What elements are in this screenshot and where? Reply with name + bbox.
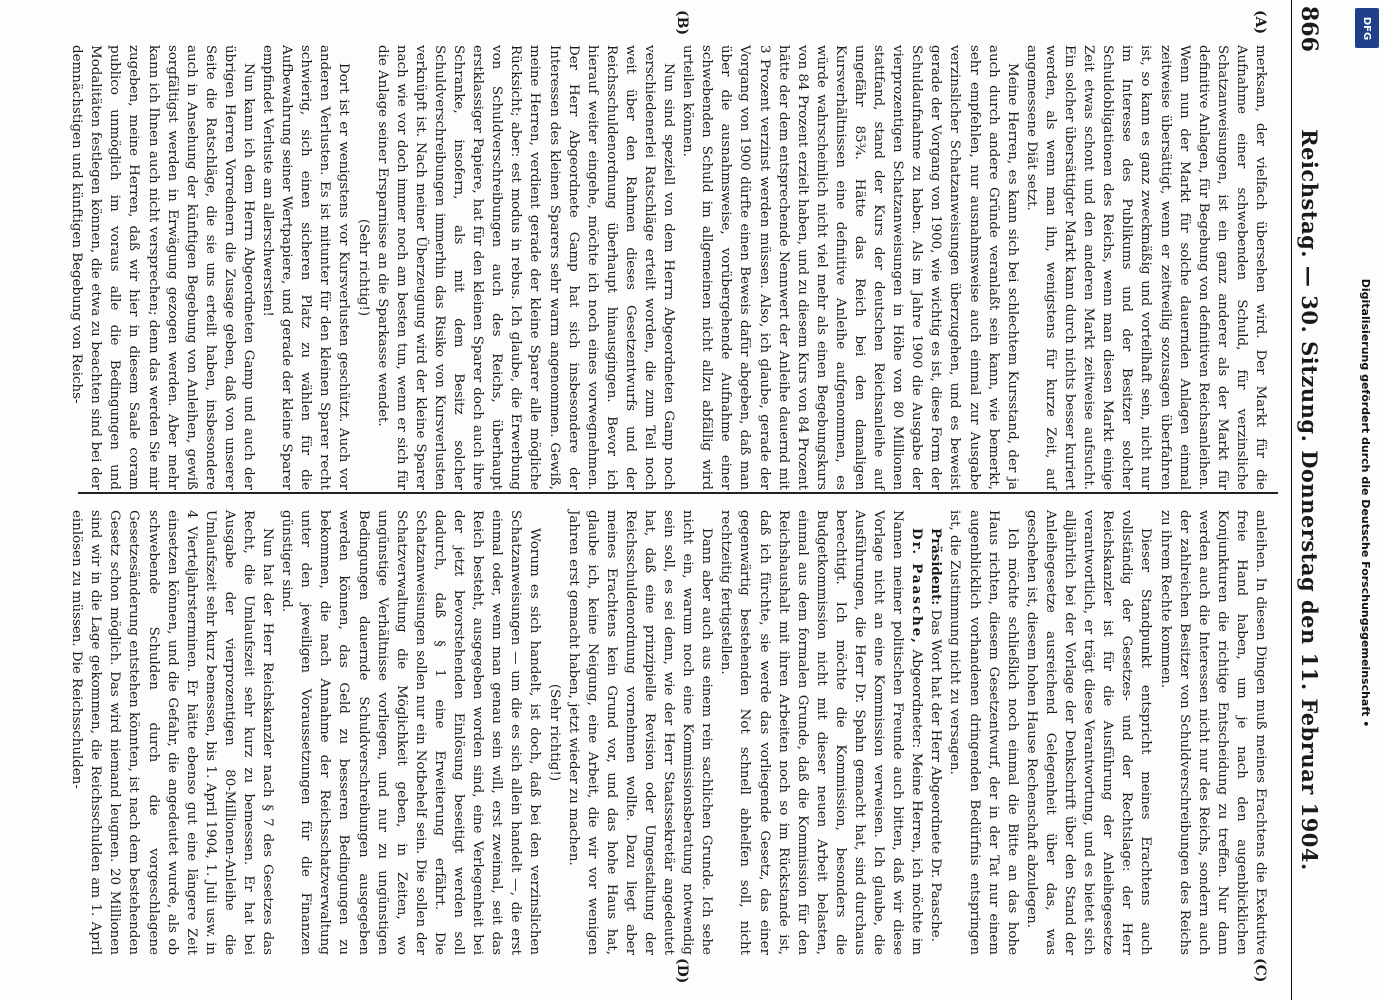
paragraph: Dieser Standpunkt entspricht meines Erachtens auch vollständig der Gesetzes- und der Rechtslage: der Herr Reichskanzler ist für die Ausführung der Anleihegesetze verantwortlich, er trägt diese Verantwortung, und es bietet sich alljährlich bei der Vorlage der Denkschrift über den Stand der Anleihegesetze ausreichend Gelegenheit über das, was geschehen ist, diesem hohen Hause Rechenschaft abzulegen.: [1023, 510, 1154, 955]
speaker-label: Dr. Paasche,: [909, 528, 926, 645]
paragraph: Nun sind speziell von dem Herrn Abgeordneten Gamp noch verschiedenerlei Ratschläge erteilt worden, die zum Teil noch weit über den Rahmen dieses Gesetzentwurfs und der Reichsschuldenordnung überhaupt hinausgingen. Bevor ich hierauf weiter eingehe, möchte ich noch eines vorwegnehmen. Der Herr Abgeordnete Gamp hat sich insbesondere der Interessen des kleinen Sparers sehr warm angenommen. Gewiß, meine Herren, verdient gerade der kleine Sparer alle mögliche Rücksicht; aber: est modus in rebus. Ich glaube, die Erwerbung von Schuldverschreibungen auch des Reichs, überhaupt erstklassiger Papiere, hat für den kleinen Sparer doch auch ihre Schranke, insofern, als mit dem Besitz solcher Schuldverschreibungen immerhin das Risiko von Kursverlusten verknüpft ist. Nach meiner Überzeugung wird der kleine Sparer nach wie vor doch immer noch am besten tun, wenn er sich für die Anlage seiner Ersparnisse an die Sparkasse wendet.: [374, 45, 677, 490]
right-column: [69, 510, 1270, 955]
margin-marker-d: (D): [674, 958, 690, 984]
paragraph: merksam, der vielfach übersehen wird. Der Markt für die Aufnahme einer schwebenden Schuld, für verzinsliche Schatzanweisungen, ist ein ganz anderer als der Markt für definitive Anlagen, für Begebung von definitiven Reichsanleihen. Wenn nun der Markt für solche dauernden Anlagen einmal zeitweise übersättigt, wenn er zeitweilig sozusagen überfahren ist, so kann es ganz zweckmäßig und vorteilhaft sein, nicht nur im Interesse des Publikums und der Besitzer solcher Schuldobligationen des Reichs, wenn man diesen Markt einige Zeit etwas schont und den anderen Markt zeitweise aufsucht. Ein solcher übersättigter Markt kann durch nichts besser kuriert werden, als wenn man ihn, wenigstens für kurze Zeit, auf angemessene Diät setzt.: [1023, 45, 1268, 490]
speaker-text: Abgeordneter: Meine Herren, ich möchte im Namen meiner politischen Freunde auch bitten, daß wir diese Vorlage nicht an eine Kommission verweisen. Ich glaube, die Ausführungen, die Herr Dr. Spahn gemacht hat, sind durchaus berechtigt. Ich möchte die Kommission, besonders die Budgetkommission nicht mit dieser neuen Arbeit belasten, einmal aus dem formalen Grunde, daß die Kommission für den Reichshaushalt mit ihren Arbeiten noch so im Rückstande ist, daß ich fürchte, sie werde das vorliegende Gesetz, das einer gegenwärtig bestehenden Not schnell abhelfen soll, nicht rechtzeitig fertigstellen.: [718, 510, 925, 955]
page-number: 866: [1296, 6, 1322, 52]
paragraph: Worum es sich handelt, ist doch, daß bei den verzinslichen Schatzanweisungen — um die es sich allein handelt —, die erst einmal oder, wenn man genau sein will, erst zweimal, seit das Reich besteht, ausgegeben worden sind, eine Verlegenheit bei der jetzt bevorstehenden Einlösung beseitigt werden soll dadurch, daß § 1 eine Erweiterung erfährt. Die Schatzanweisungen sollen nur ein Notbehelf sein. Die sollen der Schatzverwaltung die Möglichkeit geben, in Zeiten, wo ungünstige Verhältnisse vorliegen, und nur zu ungünstigen Bedingungen dauernde Schuldverschreibungen ausgegeben werden können, das Geld zu besseren Bedingungen zu bekommen, die nach Annahme der Reichsschatzverwaltung unter den jeweiligen Voraussetzungen für die Finanzen günstiger sind.: [279, 510, 543, 955]
paragraph: Ich möchte schließlich noch einmal die Bitte an das hohe Haus richten, diesem Gesetzentwurf, der in der Tat nur einem augenblicklich vorhandenen dringenden Bedürfnis entspringen ist, die Zustimmung nicht zu versagen.: [947, 510, 1020, 955]
speaker-label: Präsident:: [928, 528, 945, 606]
left-column: [69, 45, 1270, 490]
speaker-paragraph: [926, 510, 945, 955]
margin-marker-a: (A): [1252, 10, 1268, 35]
paragraph: Dort ist er wenigstens vor Kursverlusten geschützt. Auch vor anderen Verlusten. Es ist mitunter für den kleinen Sparer recht schwierig, sich einen sicheren Platz zu wählen für die Aufbewahrung seiner Wertpapiere, und gerade der kleine Sparer empfindet Verluste am allerschwersten!: [260, 45, 352, 490]
digitization-note: Digitalisierung gefördert durch die Deutsche Forschungsgemeinschaft •: [1359, 278, 1372, 728]
paragraph: anleihen. In diesen Dingen muß meines Erachtens die Exekutive freie Hand haben, um je nach den augenblicklichen Konjunkturen die richtige Entscheidung zu treffen. Nur dann werden auch die Interessen nicht nur des Reichs, sondern auch der zahlreichen Besitzer von Schuldverschreibungen des Reichs zu ihrem Rechte kommen.: [1157, 510, 1268, 955]
margin-marker-b: (B): [674, 10, 690, 36]
dfg-logo-text: DFG: [1361, 16, 1373, 40]
paragraph: Nun hat der Herr Reichskanzler nach § 7 des Gesetzes das Recht, die Umlaufszeit sehr kurz zu bemessen. Er hat bei Ausgabe der vierprozentigen 80-Millionen-Anleihe die Umlaufszeit sehr kurz bemessen, bis 1. April 1904, 1. Juli usw. in 4 Vierteljahrsterminen. Er hätte ebenso gut eine längere Zeit einsetzen können, und die Gefahr, die angedeutet wurde, als ob schwebende Schulden durch die vorgeschlagene Gesetzesänderung entstehen könnten, ist nach dem bestehenden Gesetz schon möglich. Das wird niemand leugnen. 20 Millionen sind wir in die Lage gekommen, die Reichsschulden am 1. April einlösen zu müssen. Die Reichsschulden-: [69, 510, 276, 955]
margin-marker-c: (C): [1252, 958, 1268, 983]
paragraph: Dann aber auch aus einem rein sachlichen Grunde. Ich sehe nicht ein, warum noch eine Kommissionsberatung notwendig sein soll, es sei denn, wie der Herr Staatssekretär angedeutet hat, daß eine prinzipielle Revision oder Umgestaltung der Reichsschuldenordnung vornehmen wollte. Dazu liegt aber meines Erachtens kein Grund vor, und das hohe Haus hat, glaube ich, keine Neigung, eine Arbeit, die wir vor wenigen Jahren erst gemacht haben, jetzt wieder zu machen.: [565, 510, 715, 955]
interjection: (Sehr richtig!): [546, 683, 562, 782]
speaker-paragraph: [716, 510, 926, 955]
running-title: Reichstag. — 30. Sitzung. Donnerstag den 11. Februar 1904.: [1297, 129, 1322, 871]
paragraph: Meine Herren, es kann sich bei schlechtem Kursstand, der ja auch durch andere Gründe veranlaßt sein kann, wie bemerkt, sehr empfehlen, nur ausnahmsweise auch einmal zur Ausgabe verzinslicher Schatzanweisungen überzugehen, und es beweist gerade der Vorgang von 1900, wie wichtig es ist, diese Form der Schuldaufnahme zu haben. Als im Jahre 1900 die Ausgabe der vierprozentigen Schatzanweisungen in Höhe von 80 Millionen stattfand, stand der Kurs der deutschen Reichsanleihe auf ungefähr 85¾. Hätte das Reich bei den damaligen Kursverhältnissen eine definitive Anleihe aufgenommen, es würde wahrscheinlich nicht viel mehr als einen Begebungskurs von 84 Prozent erzielt haben, und zu diesem Kurs von 84 Prozent hätte der dem entsprechende Nennwert der Anleihe dauernd mit 3 Prozent verzinst werden müssen. Also, ich glaube, gerade der Vorgang von 1900 dürfte einen Beweis dafür abgeben, daß man über die ausnahmsweise, vorübergehende Aufnahme einer schwebenden Schuld im allgemeinen nicht allzu abfällig wird urteilen können.: [680, 45, 1020, 490]
paragraph: Nun kann ich dem Herrn Abgeordneten Gamp und auch der übrigen Herren Vorrednern die Zusage geben, daß von unserer Seite die Ratschläge, die sie uns erteilt haben, insbesondere auch in Ansehung der künftigen Begebung von Anleihen, gewiß sorgfältigst werden in Erwägung gezogen werden. Aber mehr kann ich Ihnen auch nicht versprechen; denn das werden Sie mir zugeben, meine Herren, daß wir hier in diesem Saale coram publico unmöglich im voraus alle die Bedingungen und Modalitäten festlegen können, die etwa zu beachten sind bei der demnächstigen und künftigen Begebung von Reichs-: [69, 45, 257, 490]
page-header: [1291, 0, 1332, 1000]
interjection: (Sehr richtig!): [355, 218, 371, 317]
speaker-text: Das Wort hat der Herr Abgeordnete Dr. Paasche.: [928, 609, 944, 942]
digitization-footer: [1350, 8, 1380, 998]
column-divider: [78, 492, 1278, 494]
